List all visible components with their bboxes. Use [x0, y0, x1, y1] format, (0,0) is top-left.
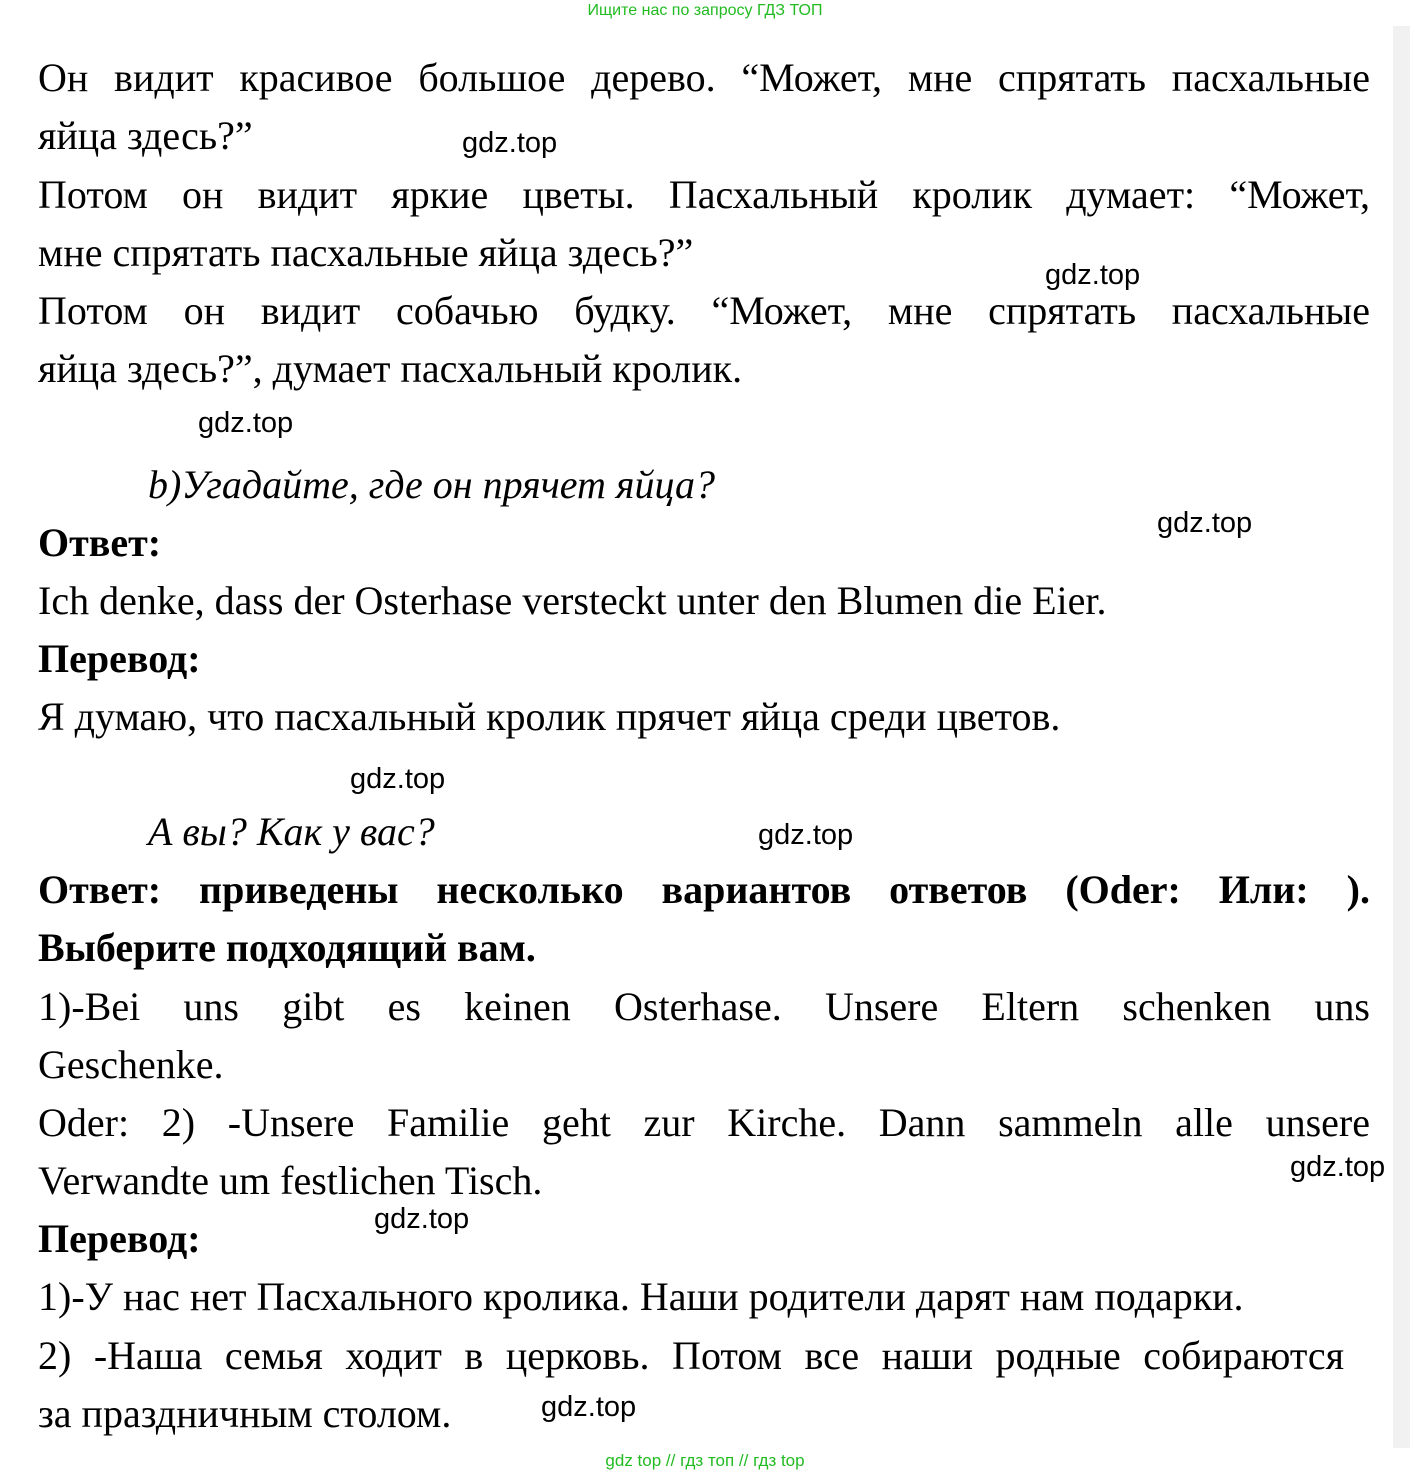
answer-variant: Oder: 2) -Unsere Familie geht zur Kirche. Dann sammeln alle unsere — [38, 1100, 1370, 1145]
watermark: gdz.top — [350, 763, 446, 795]
scrollbar-track[interactable] — [1393, 26, 1410, 1448]
story-line: Потом он видит яркие цветы. Пасхальный кролик думает: “Может, — [38, 172, 1370, 217]
translation-text: 1)-У нас нет Пасхального кролика. Наши родители дарят нам подарки. — [38, 1274, 1244, 1319]
watermark: gdz.top — [1290, 1151, 1386, 1183]
answer-variant: Verwandte um festlichen Tisch. — [38, 1158, 543, 1203]
answer-variant: Geschenke. — [38, 1042, 224, 1087]
watermark: gdz.top — [1045, 259, 1141, 291]
task-question: b)Угадайте, где он прячет яйца? — [148, 462, 715, 507]
answer-heading: Ответ: приведены несколько вариантов ответов (Oder: Или: ). — [38, 867, 1370, 912]
story-line: Потом он видит собачью будку. “Может, мне спрятать пасхальные — [38, 288, 1370, 333]
watermark: gdz.top — [758, 819, 854, 851]
answer-label: Ответ: — [38, 520, 162, 565]
watermark: gdz.top — [374, 1203, 470, 1235]
watermark: gdz.top — [541, 1391, 637, 1423]
story-line: яйца здесь?”, думает пасхальный кролик. — [38, 346, 743, 391]
watermark: gdz.top — [198, 407, 294, 439]
watermark: gdz.top — [1157, 507, 1253, 539]
translation-label: Перевод: — [38, 636, 201, 681]
story-line: мне спрятать пасхальные яйца здесь?” — [38, 230, 694, 275]
story-line: яйца здесь?” — [38, 113, 253, 158]
top-banner[interactable]: Ищите нас по запросу ГДЗ ТОП — [587, 2, 823, 19]
story-line: Он видит красивое большое дерево. “Может, мне спрятать пасхальные — [38, 55, 1370, 100]
answer-heading: Выберите подходящий вам. — [38, 925, 536, 970]
translation-text: за праздничным столом. — [38, 1391, 452, 1436]
answer-variant: 1)-Bei uns gibt es keinen Osterhase. Unsere Eltern schenken uns — [38, 984, 1370, 1029]
watermark: gdz.top — [462, 127, 558, 159]
task-question: А вы? Как у вас? — [148, 809, 435, 854]
answer-text: Ich denke, dass der Osterhase versteckt unter den Blumen die Eier. — [38, 578, 1107, 623]
footer-links[interactable]: gdz top // гдз топ // гдз top — [605, 1451, 805, 1470]
translation-text: Я думаю, что пасхальный кролик прячет яйца среди цветов. — [38, 694, 1061, 739]
translation-label: Перевод: — [38, 1216, 201, 1261]
translation-text: 2) -Наша семья ходит в церковь. Потом все наши родные собираются — [38, 1333, 1344, 1378]
